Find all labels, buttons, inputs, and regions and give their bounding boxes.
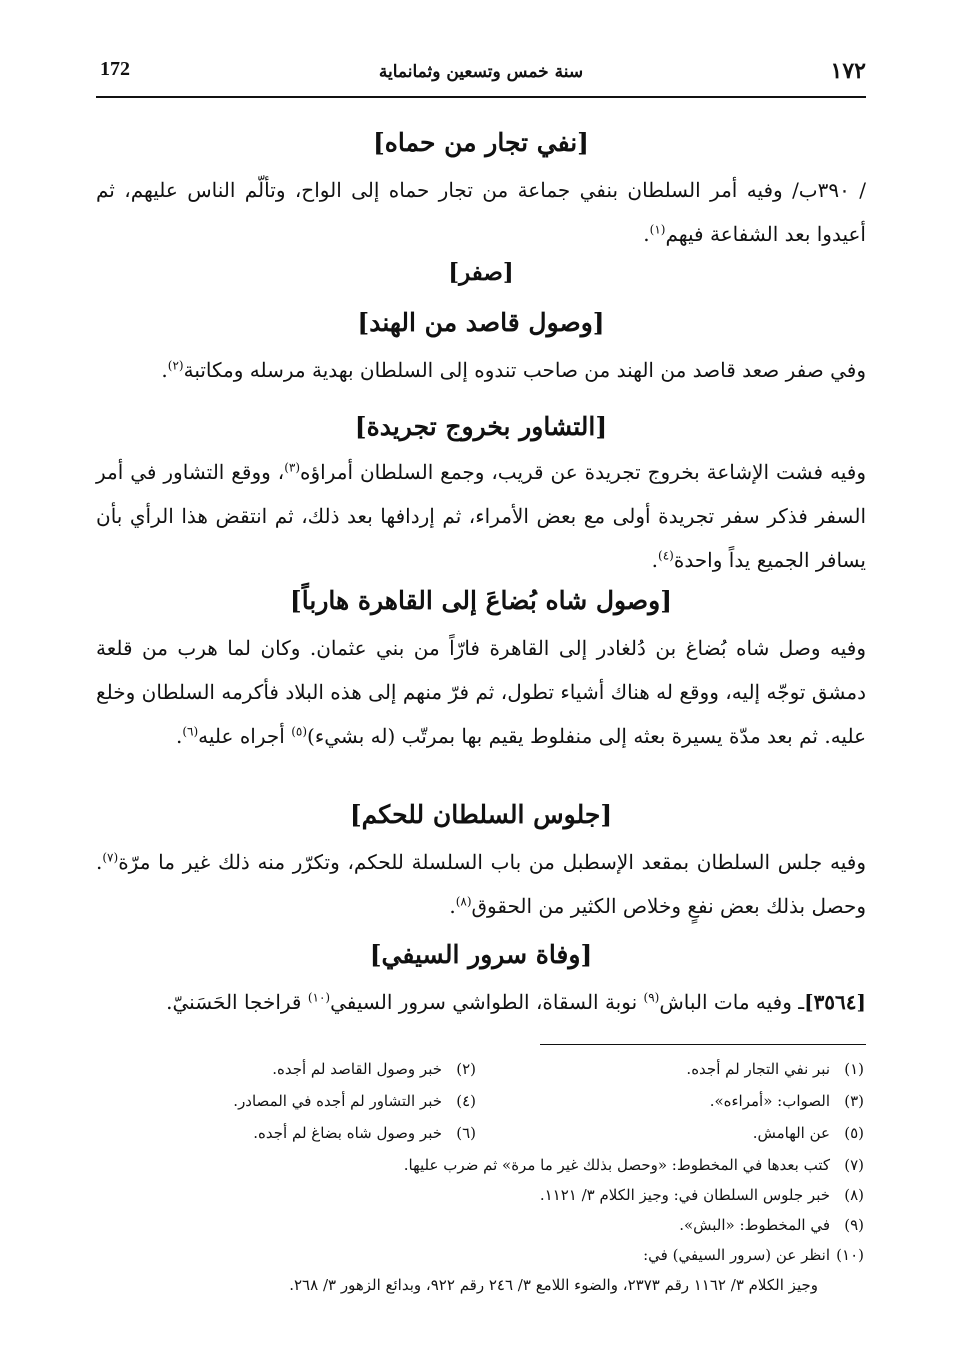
paragraph-end: . [449,894,456,918]
footnote-ref: (٥) [291,724,308,739]
paragraph-text: وفيه فشت الإشاعة بخروج تجريدة عن قريب، وجمع السلطان أمراؤه [300,460,866,484]
paragraph-end: . [651,548,659,572]
footnote-8: (٨)خبر جلوس السلطان في: وجيز الكلام ٣/ ١١٢١. [539,1186,864,1204]
footnote-ref: (٧) [102,850,119,865]
footnote-ref: (٨) [455,894,472,909]
footnote-6: (٦)خبر وصول شاه بضاغ لم أجده. [253,1124,476,1142]
paragraph-text: قراخجا الحَسَنيّ. [166,990,308,1014]
section-heading-india-envoy: [وصول قاصد من الهند] [357,308,605,337]
footnote-3: (٣)الصواب: «أمراءه». [709,1092,864,1110]
paragraph-text: / ٣٩٠ب/ وفيه أمر السلطان بنفي جماعة من تجار حماه إلى الواح، وتألّم الناس عليهم، ثم أعيدوا بعد الشفاعة فيهم [96,178,866,246]
paragraph-traders [96,168,866,256]
paragraph-consultation [96,450,866,582]
paragraph-text: وفيه جلس السلطان بمقعد الإسطبل من باب السلسلة للحكم، وتكرّر منه ذلك غير ما مرّة [118,850,866,874]
footnote-ref: (٤) [658,548,674,563]
footnote-9: (٩)في المخطوط: «البش». [679,1216,864,1234]
footnote-ref: (١) [649,222,666,237]
paragraph-text: نوبة السقاة، الطواشي سرور السيفي [330,990,644,1014]
footnote-ref: (١٠) [307,990,331,1005]
paragraph-end: . [161,358,168,382]
paragraph-sultan-judgment [96,840,866,928]
paragraph-shah-budagh [96,626,866,758]
section-heading-consultation: [التشاور بخروج تجريدة] [354,412,608,441]
running-header [96,58,866,98]
month-heading: [صفر] [448,259,514,286]
section-heading-sultan-judgment: [جلوس السلطان للحكم] [349,800,613,829]
paragraph-end: . [175,724,183,748]
page-number-latin: 172 [100,58,130,80]
footnote-ref: (٩) [643,990,660,1005]
paragraph-surur-death [96,980,866,1024]
footnote-5: (٥)عن الهامش. [752,1124,864,1142]
section-heading-traders: [نفي تجار من حماه] [372,128,590,157]
section-heading-surur-death: [وفاة سرور السيفي] [369,940,593,969]
footnote-ref: (٣) [284,460,301,475]
section-heading-shah-budagh: [وصول شاه بُضاعَ إلى القاهرة هارباً] [289,586,673,615]
footnote-2: (٢)خبر وصول القاصد لم أجده. [272,1060,476,1078]
page-number-arabic: ١٧٢ [830,58,866,84]
paragraph-text: وفي صفر صعد قاصد من الهند من صاحب تندوه إلى السلطان بهدية مرسله ومكاتبة [183,358,866,382]
paragraph-text: وفيه وصل شاه بُضاغ بن دُلغادر إلى القاهرة فارّاً من بني عثمان. وكان لما هرب من قلعة دمشق توجّه إليه، ووقع له هناك أشياء تطول، ثم فرّ منهم إلى هذه البلاد فأكرمه السلطان وخلع عليه. ثم بعد مدّة يسيرة بعثه إلى منفلوط يقيم بها بمرتّب (له بشيء) [96,636,866,748]
footnote-ref: (٢) [167,358,184,373]
footnote-10: (١٠)انظر عن (سرور السيفي) في: [643,1246,864,1264]
footnote-10-continuation: وجيز الكلام ٣/ ١١٦٢ رقم ٢٣٧٣، والضوء اللامع ٣/ ٢٤٦ رقم ٩٢٢، وبدائع الزهور ٣/ ٢٦٨. [289,1276,818,1294]
footnote-4: (٤)خبر التشاور لم أجده في المصادر. [233,1092,476,1110]
paragraph-text: ـ وفيه مات الباش [659,990,805,1014]
paragraph-text: . وحصل بذلك بعض نفعٍ وخلاص الكثير من الحقوق [96,850,866,918]
footnote-ref: (٦) [182,724,199,739]
footnote-divider [540,1044,866,1045]
paragraph-text: أجراه عليه [198,724,292,748]
paragraph-india-envoy [96,348,866,392]
footnote-1: (١)نبر نفي التجار لم أجده. [686,1060,864,1078]
paragraph-end: . [643,222,650,246]
entry-number: [٣٥٦٤] [804,990,866,1014]
footnote-7: (٧)كتب بعدها في المخطوط: «وحصل بذلك غير ما مرة» ثم ضرب عليها. [403,1156,864,1174]
running-title: سنة خمس وتسعين وثمانماية [378,62,584,82]
paragraph-text: ، ووقع التشاور في أمر السفر فذكر سفر تجريدة أولى مع بعض الأمراء، ثم إردافها بعد ذلك، ثم انتقض هذا الرأي بأن يسافر الجميع يداً واحدة [96,460,866,572]
